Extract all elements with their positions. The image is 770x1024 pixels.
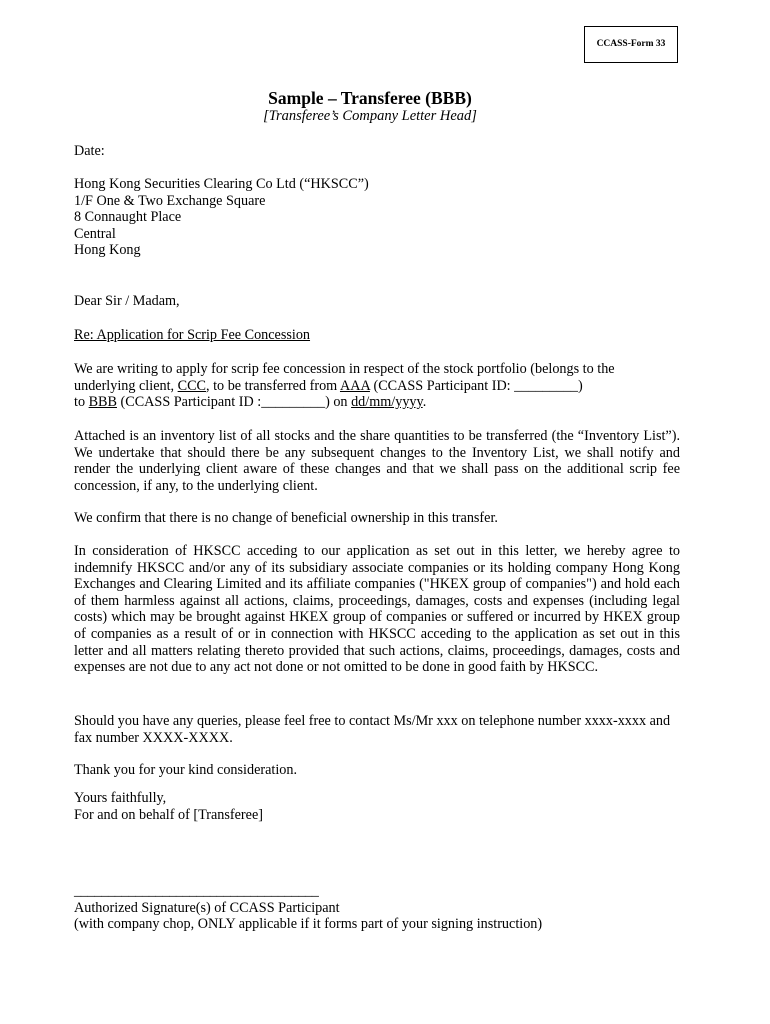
paragraph-queries: Should you have any queries, please feel free to contact Ms/Mr xxx on telephone number xxxx-xxxx and fax number XXXX-XXXX. — [74, 713, 671, 746]
address-line: Central — [74, 225, 116, 242]
signature-line: ____________________________________ — [74, 883, 319, 899]
text-segment: . — [422, 394, 427, 411]
signature-block — [74, 883, 680, 933]
text-segment: to — [74, 394, 89, 411]
closing — [74, 790, 680, 823]
paragraph-line — [74, 378, 680, 395]
date-placeholder: dd/mm/yyyy — [351, 394, 423, 411]
text-segment: (CCASS Participant ID :_________) on — [116, 394, 352, 411]
transferee-placeholder: BBB — [88, 394, 117, 411]
thanks-line: Thank you for your kind consideration. — [74, 762, 298, 778]
subject-text: Re: Application for Scrip Fee Concession — [74, 327, 311, 343]
date-label: Date: — [74, 143, 105, 159]
signature-note: (with company chop, ONLY applicable if it forms part of your signing instruction) — [74, 916, 543, 933]
text-segment: (CCASS Participant ID: _________) — [369, 377, 583, 394]
address-line: Hong Kong Securities Clearing Co Ltd (“HKSCC”) — [74, 176, 369, 192]
signature-label: Authorized Signature(s) of CCASS Participant — [74, 899, 340, 916]
letter-subtitle: [Transferee’s Company Letter Head] — [263, 108, 477, 124]
closing-line: For and on behalf of [Transferee] — [74, 806, 263, 823]
paragraph-line — [74, 394, 680, 411]
text-segment: underlying client, — [74, 377, 178, 394]
salutation: Dear Sir / Madam, — [74, 293, 180, 309]
paragraph-application — [74, 361, 680, 411]
transferor-placeholder: AAA — [339, 377, 370, 394]
letter-title: Sample – Transferee (BBB) — [268, 88, 472, 108]
address-line: 1/F One & Two Exchange Square — [74, 192, 266, 209]
form-number-box — [584, 26, 678, 63]
text-segment: , to be transferred from — [206, 377, 340, 394]
client-placeholder: CCC — [177, 377, 207, 394]
address-line: 8 Connaught Place — [74, 209, 182, 226]
paragraph-indemnity: In consideration of HKSCC acceding to our application as set out in this letter, we hereby agree to indemnify HKSCC and/or any of its subsidiary associate companies or its holding company Hong Kong Exchanges and Clearing Limited and its affiliate companies ("HKEX group of companies") and hold each of them harmless against all actions, claims, proceedings, damages, costs and expenses (including legal costs) which may be brought against HKEX group of companies or suffered or incurred by HKEX group of companies as a result of or in connection with HKSCC acceding to the application as set out in this letter and all matters relating thereto provided that such actions, claims, proceedings, damages, costs and expenses are not due to any act not done or not omitted to be done in good faith by HKSCC. — [74, 543, 680, 676]
form-number-label: CCASS-Form 33 — [596, 39, 666, 50]
paragraph-ownership: We confirm that there is no change of beneficial ownership in this transfer. — [74, 510, 498, 526]
closing-line: Yours faithfully, — [74, 790, 167, 806]
subject-line — [74, 327, 680, 344]
paragraph-inventory: Attached is an inventory list of all stocks and the share quantities to be transferred (the “Inventory List”). We undertake that should there be any subsequent changes to the Inventory List, we shall notify and render the underlying client aware of these changes and that we shall pass on the additional scrip fee concession, if any, to the underlying client. — [74, 428, 680, 494]
address-line: Hong Kong — [74, 242, 141, 259]
recipient-address — [74, 176, 680, 259]
paragraph-line: We are writing to apply for scrip fee concession in respect of the stock portfolio (belongs to the — [74, 361, 615, 377]
